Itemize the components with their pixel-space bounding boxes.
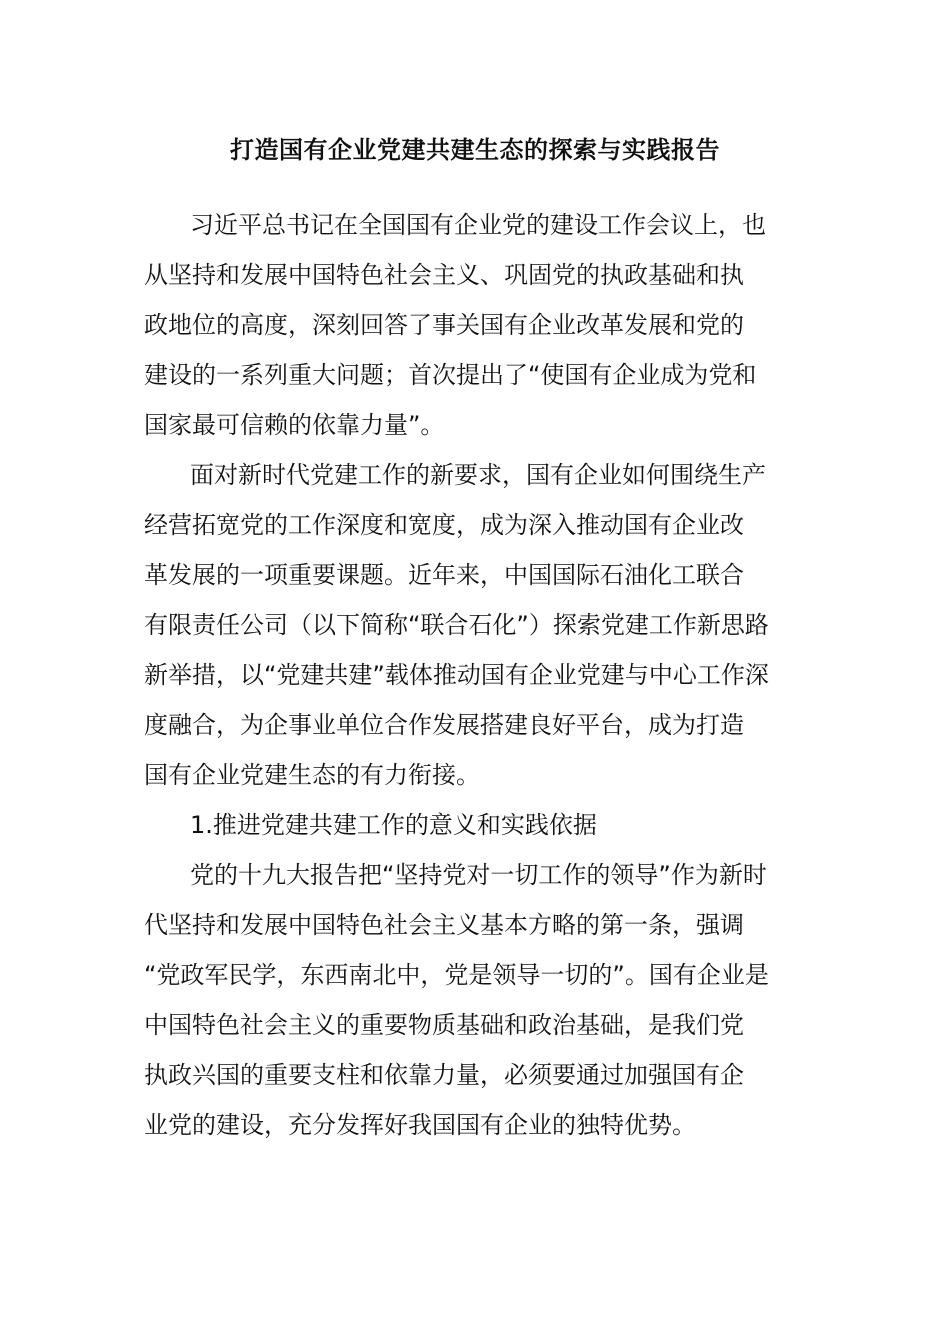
text-line: 度融合，为企事业单位合作发展搭建良好平台，成为打造: [144, 711, 744, 739]
text-line: 从坚持和发展中国特色社会主义、巩固党的执政基础和执: [144, 261, 744, 289]
text-line: 面对新时代党建工作的新要求，国有企业如何围绕生产: [190, 461, 766, 489]
text-line: 革发展的一项重要课题。近年来，中国国际石油化工联合: [144, 561, 744, 589]
text-line: 中国特色社会主义的重要物质基础和政治基础，是我们党: [144, 1011, 744, 1039]
paragraph-2: [144, 450, 814, 800]
text-line: 党的十九大报告把“坚持党对一切工作的领导”作为新时: [190, 861, 767, 889]
text-line: 国有企业党建生态的有力衔接。: [144, 761, 480, 789]
paragraph-3: [144, 850, 814, 1150]
text-line: 代坚持和发展中国特色社会主义基本方略的第一条，强调: [144, 911, 744, 939]
document-title: 打造国有企业党建共建生态的探索与实践报告: [230, 136, 720, 164]
text-line: 习近平总书记在全国国有企业党的建设工作会议上，也: [190, 211, 766, 239]
text-line: “党政军民学，东西南北中，党是领导一切的”。国有企业是: [144, 961, 769, 989]
section-heading-1: [144, 800, 814, 850]
text-line: 建设的一系列重大问题；首次提出了“使国有企业成为党和: [144, 361, 757, 389]
text-line: 有限责任公司（以下简称“联合石化”）探索党建工作新思路: [144, 611, 769, 639]
text-line: 业党的建设，充分发挥好我国国有企业的独特优势。: [144, 1111, 696, 1139]
text-line: 新举措，以“党建共建”载体推动国有企业党建与中心工作深: [144, 661, 769, 689]
text-line: 1.推进党建共建工作的意义和实践依据: [190, 811, 597, 839]
text-line: 经营拓宽党的工作深度和宽度，成为深入推动国有企业改: [144, 511, 744, 539]
text-line: 执政兴国的重要支柱和依靠力量，必须要通过加强国有企: [144, 1061, 744, 1089]
text-line: 政地位的高度，深刻回答了事关国有企业改革发展和党的: [144, 311, 744, 339]
document-body: [144, 200, 814, 1150]
text-line: 国家最可信赖的依靠力量”。: [144, 411, 445, 439]
paragraph-1: [144, 200, 814, 450]
